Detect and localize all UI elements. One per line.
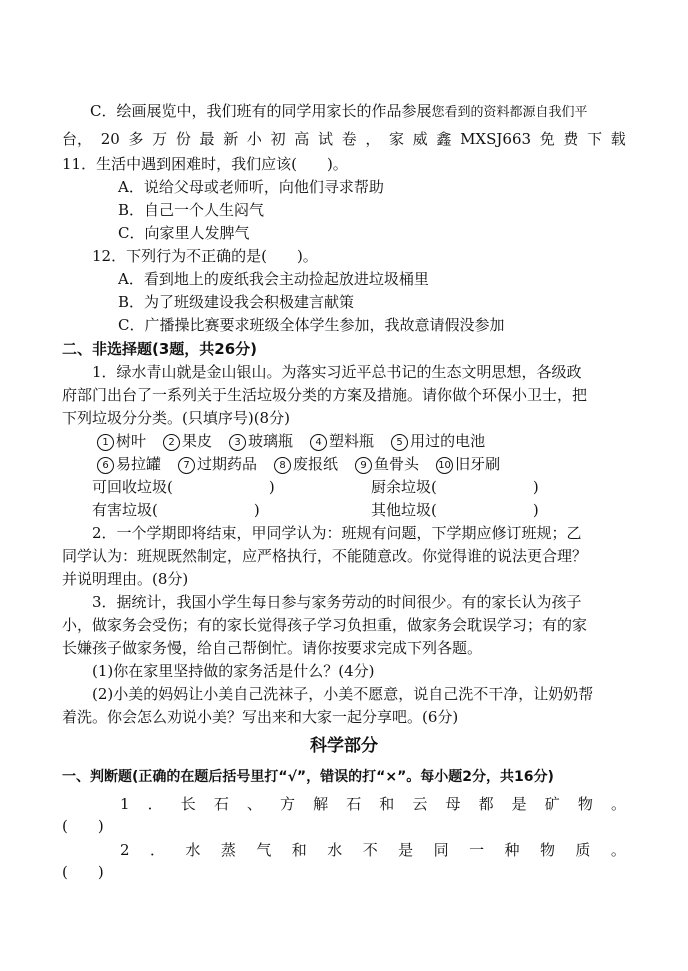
circled-number: 4 (310, 434, 327, 451)
garbage-item-label: 易拉罐 (116, 455, 162, 473)
garbage-item (97, 431, 146, 451)
judge-1-word: 1 (120, 795, 130, 813)
garbage-items-row-1 (97, 431, 502, 451)
circled-number: 3 (229, 434, 246, 451)
garbage-item (391, 431, 485, 451)
judge-2-word: 水 (327, 841, 343, 859)
science-section-1-heading (62, 767, 554, 787)
other-blank (371, 500, 539, 520)
ad-word: 载 (610, 130, 626, 148)
judge-1-word: 是 (511, 795, 527, 813)
ad-text-b (62, 129, 626, 149)
ad-word: 份 (175, 130, 191, 148)
ad-word: 费 (563, 130, 579, 148)
p3-sub-2-line-2: 着洗。你会怎么劝说小美？写出来和大家一起分享吧。(6分) (62, 708, 459, 726)
garbage-item-label: 树叶 (116, 432, 147, 450)
judge-2-word: 水 (185, 841, 201, 859)
close-paren: ) (532, 478, 539, 496)
circled-number: 8 (274, 457, 291, 474)
question-12: 12．下列行为不正确的是( )。 (92, 247, 318, 265)
circled-number: 6 (97, 457, 114, 474)
q11-option-a: A．说给父母或老师听，向他们寻求帮助 (118, 178, 384, 196)
ad-word: ， (365, 130, 381, 148)
judge-2-word: 不 (362, 841, 378, 859)
garbage-item (355, 454, 419, 474)
garbage-item (436, 454, 500, 474)
ad-word: 免 (539, 130, 555, 148)
judge-2-line (120, 840, 626, 860)
ad-text-a: 您看到的资料都源自我们平 (431, 105, 588, 120)
kitchen-label: 厨余垃圾( (371, 478, 437, 496)
garbage-item (310, 431, 374, 451)
judge-1-word: 石 (213, 795, 229, 813)
p2-line-3: 并说明理由。(8分) (62, 570, 189, 588)
judge-1-word: 云 (412, 795, 428, 813)
ad-word: 小 (246, 130, 262, 148)
harmful-blank (92, 500, 260, 520)
judge-1-word: 物 (577, 795, 593, 813)
judge-1-word: 方 (280, 795, 296, 813)
q11-option-c: C．向家里人发脾气 (118, 224, 250, 242)
judge-1-word: 矿 (544, 795, 560, 813)
ad-word: MXSJ663 (460, 130, 532, 148)
garbage-item (178, 454, 257, 474)
ad-word: 多 (128, 130, 144, 148)
judge-1-word: 石 (346, 795, 362, 813)
ad-word: 高 (294, 130, 310, 148)
close-paren: ) (253, 501, 260, 519)
circled-number: 1 (97, 434, 114, 451)
p2-line-2: 同学认为：班规既然制定，应严格执行，不能随意改。你觉得谁的说法更合理？ (62, 547, 588, 565)
option-c-text: C．绘画展览中，我们班有的同学用家长的作品参展 (90, 102, 432, 120)
judge-1-word: 。 (610, 795, 626, 813)
garbage-item-label: 玻璃瓶 (248, 432, 294, 450)
science-section-title: 科学部分 (310, 736, 378, 756)
judge-1-line (120, 794, 626, 814)
garbage-item (163, 431, 212, 451)
option-c-painting (90, 101, 588, 123)
garbage-item-label: 果皮 (182, 432, 213, 450)
close-paren: ) (268, 478, 275, 496)
judge-1-word: 都 (478, 795, 494, 813)
q12-option-b: B．为了班级建设我会积极建言献策 (118, 293, 355, 311)
ad-word: 万 (152, 130, 168, 148)
judge-2-word: 是 (398, 841, 414, 859)
judge-2-paren: ( ) (62, 863, 104, 881)
p3-sub-1: (1)你在家里坚持做的家务活是什么？(4分) (92, 662, 375, 680)
ad-word: 鑫 (436, 130, 452, 148)
circled-number: 9 (355, 457, 372, 474)
p3-line-1: 3．据统计，我国小学生每日参与家务劳动的时间很少。有的家长认为孩子 (92, 593, 582, 611)
ad-word: 初 (270, 130, 286, 148)
p3-line-2: 小，做家务会受伤；有的家长觉得孩子学习负担重，做家务会耽误学习；有的家 (62, 616, 588, 634)
judge-2-word: 一 (469, 841, 485, 859)
harmful-label: 有害垃圾( (92, 501, 158, 519)
q12-option-a: A．看到地上的废纸我会主动捡起放进垃圾桶里 (118, 270, 429, 288)
p1-line-1: 1．绿水青山就是金山银山。为落实习近平总书记的生态文明思想，各级政 (92, 363, 582, 381)
circled-number: 5 (391, 434, 408, 451)
garbage-item (97, 454, 161, 474)
ad-word: 试 (317, 130, 333, 148)
garbage-item-label: 鱼骨头 (374, 455, 420, 473)
ad-word: 台， (62, 130, 93, 148)
garbage-items-row-2 (97, 454, 517, 474)
other-label: 其他垃圾( (371, 501, 437, 519)
judge-2-word: 气 (256, 841, 272, 859)
p2-line-1: 2．一个学期即将结束，甲同学认为：班规有问题，下学期应修订班规；乙 (92, 524, 582, 542)
judge-2-word: 物 (539, 841, 555, 859)
garbage-item-label: 旧牙刷 (455, 455, 501, 473)
ad-word: 卷 (341, 130, 357, 148)
judge-1-word: 、 (246, 795, 262, 813)
recyclable-label: 可回收垃圾( (92, 478, 173, 496)
ad-word: 最 (199, 130, 215, 148)
kitchen-blank (371, 477, 539, 497)
ad-word: 下 (587, 130, 603, 148)
garbage-item-label: 塑料瓶 (329, 432, 375, 450)
section-2-heading: 二、非选择题(3题，共26分) (62, 340, 258, 358)
p1-line-3: 下列垃圾分分类。(只填序号)(8分) (62, 409, 290, 427)
judge-2-word: 2 (120, 841, 130, 859)
judge-1-word: 和 (379, 795, 395, 813)
judge-2-word: 质 (575, 841, 591, 859)
circled-number: 2 (163, 434, 180, 451)
q11-option-b: B．自己一个人生闷气 (118, 201, 265, 219)
garbage-item (229, 431, 293, 451)
circled-number: 7 (178, 457, 195, 474)
circled-number: 10 (436, 457, 453, 474)
judge-1-word: ． (147, 795, 163, 813)
question-11: 11．生活中遇到困难时，我们应该( )。 (62, 155, 348, 173)
judge-2-word: 和 (291, 841, 307, 859)
judge-2-word: ． (149, 841, 165, 859)
ad-word: 20 (100, 130, 120, 148)
judge-1-word: 母 (445, 795, 461, 813)
judge-2-word: 种 (504, 841, 520, 859)
p3-line-3: 长嫌孩子做家务慢，给自己帮倒忙。请你按要求完成下列各题。 (62, 639, 483, 657)
judge-2-word: 蒸 (220, 841, 236, 859)
garbage-item (274, 454, 338, 474)
garbage-item-label: 废报纸 (293, 455, 339, 473)
judge-2-word: 同 (433, 841, 449, 859)
ad-word: 家 (389, 130, 405, 148)
q12-option-c: C．广播操比赛要求班级全体学生参加，我故意请假没参加 (118, 316, 505, 334)
science-section-1-text: 一、判断题(正确的在题后括号里打“√”，错误的打“×”。每小题2分，共16分) (62, 769, 554, 785)
judge-1-word: 长 (180, 795, 196, 813)
judge-2-word: 。 (610, 841, 626, 859)
garbage-item-label: 用过的电池 (410, 432, 486, 450)
p3-sub-2-line-1: (2)小美的妈妈让小美自己洗袜子，小美不愿意，说自己洗不干净，让奶奶帮 (92, 685, 594, 703)
garbage-item-label: 过期药品 (197, 455, 258, 473)
judge-1-paren: ( ) (62, 817, 104, 835)
close-paren: ) (532, 501, 539, 519)
judge-1-word: 解 (313, 795, 329, 813)
p1-line-2: 府部门出台了一系列关于生活垃圾分类的方案及措施。请你做个环保小卫士，把 (62, 386, 588, 404)
recyclable-blank (92, 477, 275, 497)
ad-word: 新 (223, 130, 239, 148)
ad-word: 威 (412, 130, 428, 148)
